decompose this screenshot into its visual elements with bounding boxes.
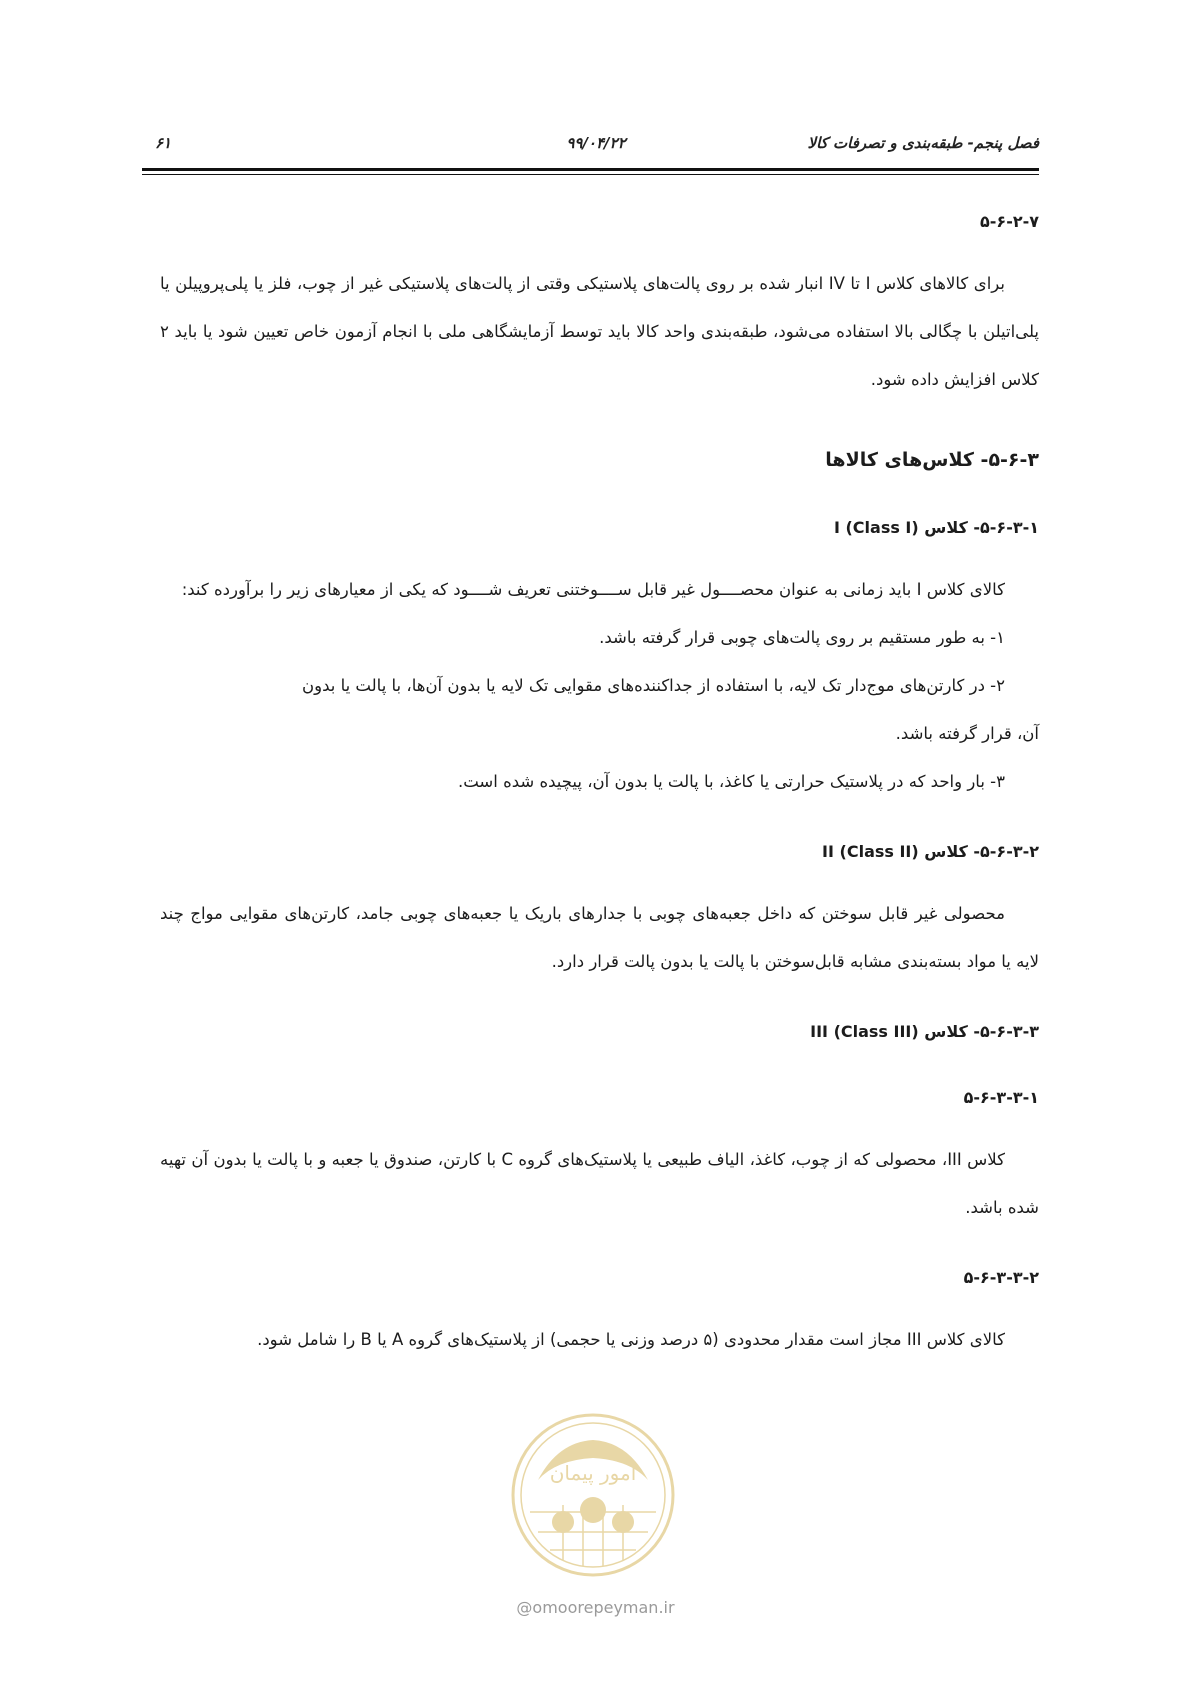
section-heading: ۵-۶-۲-۷ [980, 212, 1039, 231]
header-rule-thin [142, 174, 1039, 175]
section-heading: ۵-۶-۳-۱- کلاس I (Class I) [833, 518, 1039, 537]
paragraph: کالای کلاس III مجاز است مقدار محدودی (۵ درصد وزنی یا حجمی) از پلاستیک‌های گروه A یا B را شامل شود. [257, 1330, 1005, 1349]
list-item-continuation: آن، قرار گرفته باشد. [895, 724, 1039, 743]
list-item: ۲- در کارتن‌های موج‌دار تک لایه، با استفاده از جداکننده‌های مقوایی تک لایه یا بدون آن‌ها، با پالت یا بدون [301, 676, 1005, 695]
header-date: ۹۹/۰۴/۲۲ [566, 134, 626, 152]
section-heading: ۵-۶-۳-۳- کلاس III (Class III) [810, 1022, 1039, 1041]
paragraph: محصولی غیر قابل سوختن که داخل جعبه‌های چوبی با جدارهای باریک یا جعبه‌های چوبی جامد، کارتن‌های مقوایی مواج چند لایه یا مواد بسته‌بندی مشابه قابل‌سوختن با پالت یا بدون پالت قرار دارد. [160, 904, 1039, 971]
website-link: @omoorepeyman.ir [516, 1598, 675, 1617]
section-heading-main: ۵-۶-۳- کلاس‌های کالاها [825, 449, 1039, 471]
paragraph: برای کالاهای کلاس I تا IV انبار شده بر روی پالت‌های پلاستیکی وقتی از پالت‌های پلاستیکی غیر از چوب، فلز یا پلی‌پروپیلن یا پلی‌اتیلن با چگالی بالا استفاده می‌شود، طبقه‌بندی واحد کالا باید توسط آزمایشگاهی ملی با انجام آزمون خاص تعیین شود یا باید ۲ کلاس افزایش داده شود. [160, 274, 1039, 389]
chapter-title: فصل پنجم- طبقه‌بندی و تصرفات کالا [807, 134, 1039, 152]
watermark-seal-icon [508, 1410, 678, 1580]
document-body [160, 210, 1039, 1364]
section-heading: ۵-۶-۳-۳-۲ [963, 1268, 1039, 1287]
list-item: ۳- بار واحد که در پلاستیک حرارتی یا کاغذ، با پالت یا بدون آن، پیچیده شده است. [457, 772, 1005, 791]
watermark-logo [508, 1410, 678, 1580]
page-header [153, 128, 1039, 168]
paragraph: کالای کلاس I باید زمانی به عنوان محصــــول غیر قابل ســــوختنی تعریف شــــود که یکی از معیارهای زیر را برآورده کند: [181, 580, 1005, 599]
header-rule-thick [142, 168, 1039, 171]
section-heading: ۵-۶-۳-۳-۱ [963, 1088, 1039, 1107]
list-item: ۱- به طور مستقیم بر روی پالت‌های چوبی قرار گرفته باشد. [599, 628, 1005, 647]
section-heading: ۵-۶-۳-۲- کلاس II (Class II) [822, 842, 1039, 861]
page-number: ۶۱ [155, 134, 172, 152]
watermark-text: امور پیمان [549, 1461, 637, 1485]
paragraph: کلاس III، محصولی که از چوب، کاغذ، الیاف طبیعی یا پلاستیک‌های گروه C با کارتن، صندوق یا جعبه و با پالت یا بدون آن تهیه شده باشد. [160, 1150, 1039, 1217]
